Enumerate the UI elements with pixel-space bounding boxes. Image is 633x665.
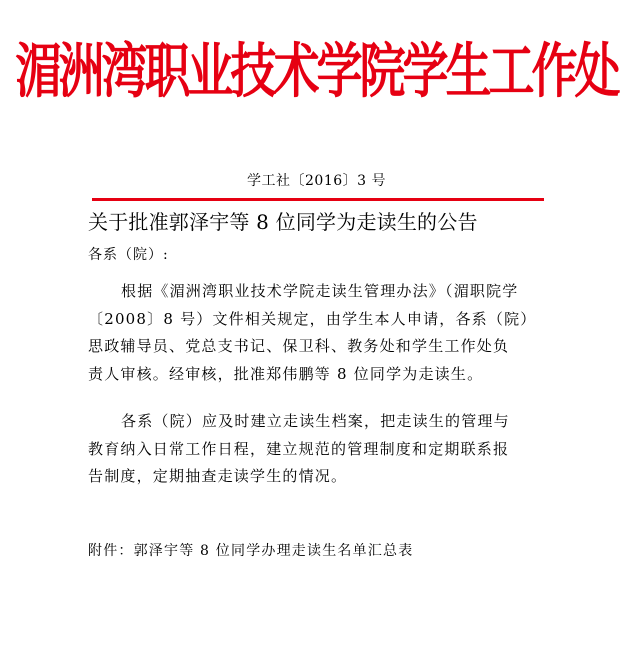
paragraph-line: 教育纳入日常工作日程，建立规范的管理制度和定期联系报 bbox=[88, 439, 510, 458]
salutation: 各系（院）: bbox=[88, 247, 169, 263]
notice-title: 关于批准郭泽宇等 8 位同学为走读生的公告 bbox=[88, 210, 478, 234]
org-header-title: 湄洲湾职业技术学院学生工作处 bbox=[15, 36, 618, 106]
header-red-rule bbox=[92, 198, 544, 201]
body-paragraph-2 bbox=[88, 408, 543, 491]
paragraph-line: 根据《湄洲湾职业技术学院走读生管理办法》（湄职院学 bbox=[121, 282, 519, 300]
attachment-note: 附件：郭泽宇等 8 位同学办理走读生名单汇总表 bbox=[88, 543, 414, 559]
body-paragraph-1 bbox=[88, 278, 543, 388]
paragraph-line: 思政辅导员、党总支书记、保卫科、教务处和学生工作处负 bbox=[88, 337, 510, 355]
paragraph-line: 各系（院）应及时建立走读生档案，把走读生的管理与 bbox=[121, 412, 510, 430]
paragraph-line: 〔2008〕8 号）文件相关规定，由学生本人申请，各系（院） bbox=[88, 309, 537, 328]
paragraph-line: 告制度，定期抽查走读学生的情况。 bbox=[88, 467, 348, 485]
document-number: 学工社〔2016〕3 号 bbox=[247, 173, 386, 189]
paragraph-line: 责人审核。经审核，批准郑伟鹏等 8 位同学为走读生。 bbox=[88, 364, 484, 383]
